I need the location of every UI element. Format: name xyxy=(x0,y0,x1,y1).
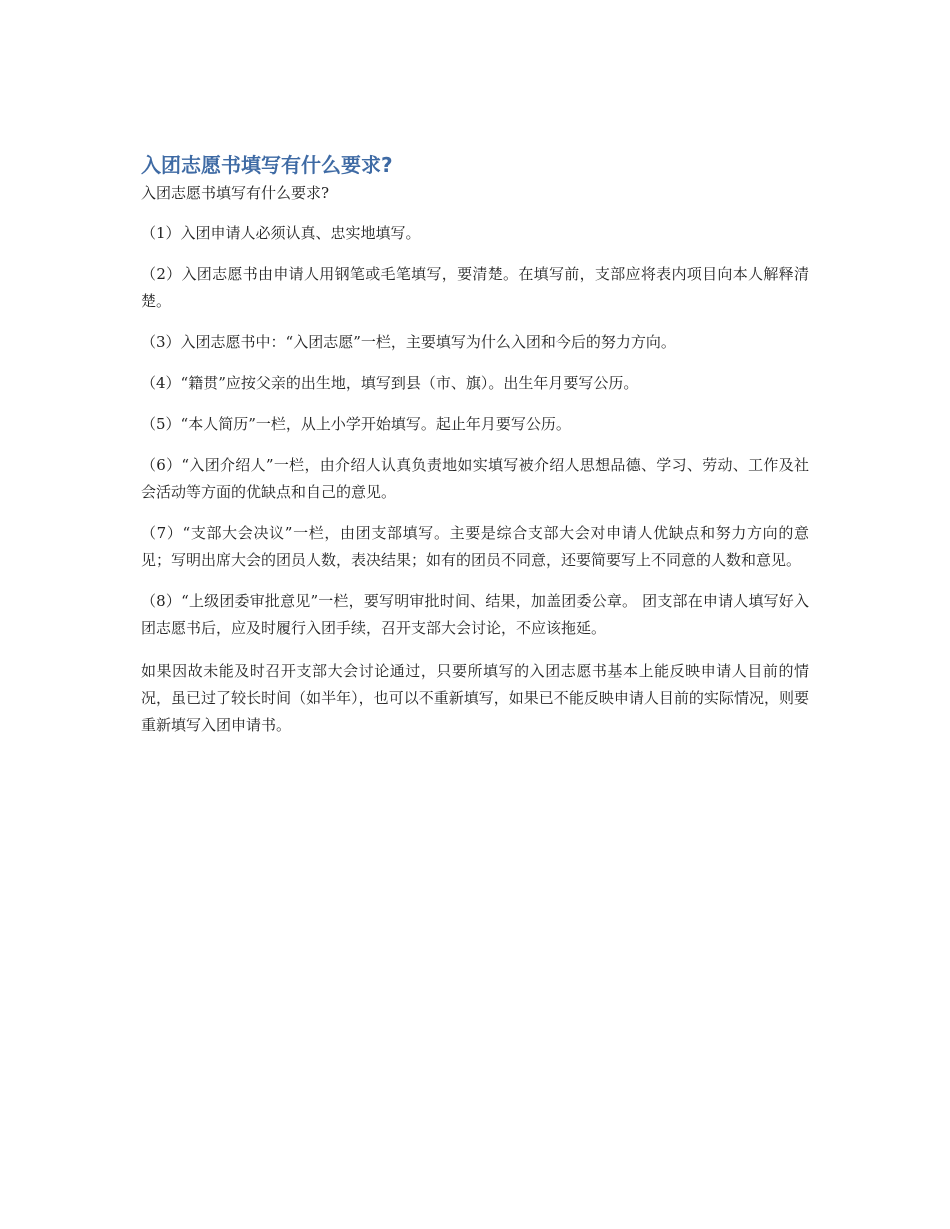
requirement-item-5: （5）“本人简历”一栏，从上小学开始填写。起止年月要写公历。 xyxy=(141,415,571,433)
requirement-item-1: （1）入团申请人必须认真、忠实地填写。 xyxy=(141,224,421,242)
requirement-item-3: （3）入团志愿书中：“入团志愿”一栏，主要填写为什么入团和今后的努力方向。 xyxy=(141,333,676,351)
requirement-item-8: （8）“上级团委审批意见”一栏，要写明审批时间、结果，加盖团委公章。 团支部在申请人填写好入团志愿书后，应及时履行入团手续，召开支部大会讨论，不应该拖延。 xyxy=(141,592,809,637)
requirement-item-4: （4）“籍贯”应按父亲的出生地，填写到县（市、旗）。出生年月要写公历。 xyxy=(141,374,639,392)
requirement-item-2: （2）入团志愿书由申请人用钢笔或毛笔填写，要清楚。在填写前，支部应将表内项目向本人解释清楚。 xyxy=(141,265,809,310)
document-subtitle: 入团志愿书填写有什么要求? xyxy=(141,184,330,202)
document-title: 入团志愿书填写有什么要求? xyxy=(141,153,393,177)
requirement-item-6: （6）“入团介绍人”一栏，由介绍人认真负责地如实填写被介绍人思想品德、学习、劳动、工作及社会活动等方面的优缺点和自己的意见。 xyxy=(141,456,809,501)
document-body xyxy=(141,150,809,739)
requirement-item-7: （7）“支部大会决议”一栏，由团支部填写。主要是综合支部大会对申请人优缺点和努力方向的意见；写明出席大会的团员人数，表决结果；如有的团员不同意，还要简要写上不同意的人数和意见。 xyxy=(141,524,809,569)
closing-paragraph: 如果因故未能及时召开支部大会讨论通过，只要所填写的入团志愿书基本上能反映申请人目前的情况，虽已过了较长时间（如半年），也可以不重新填写，如果已不能反映申请人目前的实际情况，则要重新填写入团申请书。 xyxy=(141,662,809,734)
